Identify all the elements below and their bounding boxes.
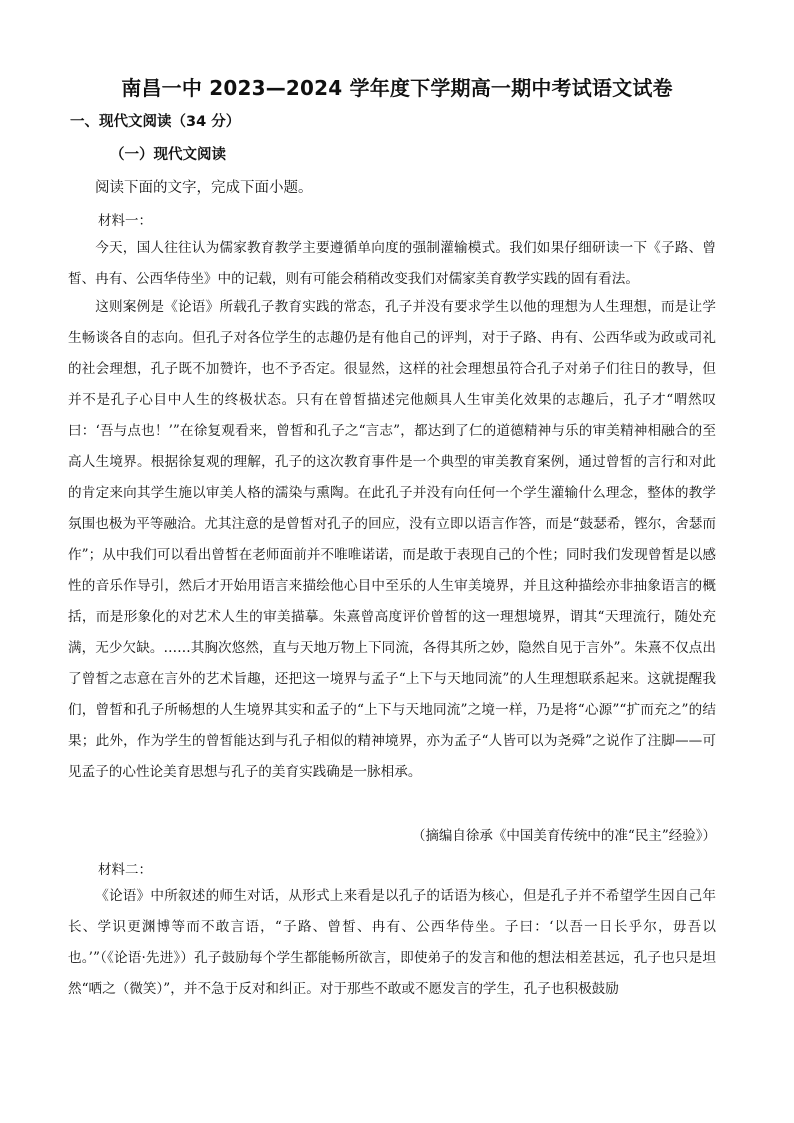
section-heading: 一、现代文阅读（34 分）: [70, 114, 241, 130]
material-one-source: （摘编自徐承《中国美育传统中的准“民主”经验》）: [411, 828, 716, 844]
material-one-label: 材料一：: [98, 213, 152, 229]
exam-title: 南昌一中 2023—2024 学年度下学期高一期中考试语文试卷: [121, 76, 673, 100]
subsection-heading: （一）现代文阅读: [110, 147, 226, 163]
material-one-paragraph: 今天，国人往往认为儒家教育教学主要遵循单向度的强制灌输模式。我们如果仔细研读一下《子路、曾皙、冉有、公西华侍坐》中的记载，则有可能会稍稍改变我们对儒家美育教学实践的固有看法。: [68, 240, 716, 287]
material-two-paragraph: 《论语》中所叙述的师生对话，从形式上来看是以孔子的话语为核心，但是孔子并不希望学生因自己年长、学识更渊博等而不敢言语，“子路、曾皙、冉有、公西华侍坐。子曰：‘以吾一日长乎尔，毋吾以也。’”（《论语·先进》）孔子鼓励每个学生都能畅所欲言，即使弟子的发言和他的想法相差甚远，孔子也只是坦然“哂之（微笑）”，并不急于反对和纠正。对于那些不敢或不愿发言的学生，孔子也积极鼓励: [68, 888, 716, 997]
reading-instruction: 阅读下面的文字，完成下面小题。: [95, 180, 313, 196]
material-two-label: 材料二：: [98, 862, 152, 878]
material-one-paragraph: 这则案例是《论语》所载孔子教育实践的常态，孔子并没有要求学生以他的理想为人生理想，而是让学生畅谈各自的志向。但孔子对各位学生的志趣仍是有他自己的评判，对于子路、冉有、公西华或为政或司礼的社会理想，孔子既不加赞许，也不予否定。很显然，这样的社会理想虽符合孔子对弟子们往日的教导，但并不是孔子心目中人生的终极状态。只有在曾皙描述完他颇具人生审美化效果的志趣后，孔子才“喟然叹曰：‘吾与点也！’”在徐复观看来，曾皙和孔子之“言志”，都达到了仁的道德精神与乐的审美精神相融合的至高人生境界。根据徐复观的理解，孔子的这次教育事件是一个典型的审美教育案例，通过曾皙的言行和对此的肯定来向其学生施以审美人格的濡染与熏陶。在此孔子并没有向任何一个学生灌输什么理念，整体的教学氛围也极为平等融洽。尤其注意的是曾皙对孔子的回应，没有立即以语言作答，而是“鼓瑟希，铿尔，舍瑟而作”；从中我们可以看出曾皙在老师面前并不唯唯诺诺，而是敢于表现自己的个性；同时我们发现曾皙是以感性的音乐作导引，然后才开始用语言来描绘他心目中至乐的人生审美境界，并且这种描绘亦非抽象语言的概括，而是形象化的对艺术人生的审美描摹。朱熹曾高度评价曾皙的这一理想境界，谓其“天理流行，随处充满，无少欠缺。……其胸次悠然，直与天地万物上下同流，各得其所之妙，隐然自见于言外”。朱熹不仅点出了曾皙之志意在言外的艺术旨趣，还把这一境界与孟子“上下与天地同流”的人生理想联系起来。这就提醒我们，曾皙和孔子所畅想的人生境界其实和孟子的“上下与天地同流”之境一样，乃是将“心源”“扩而充之”的结果；此外，作为学生的曾皙能达到与孔子相似的精神境界，亦为孟子“人皆可以为尧舜”之说作了注脚——可见孟子的心性论美育思想与孔子的美育实践确是一脉相承。: [68, 299, 716, 780]
